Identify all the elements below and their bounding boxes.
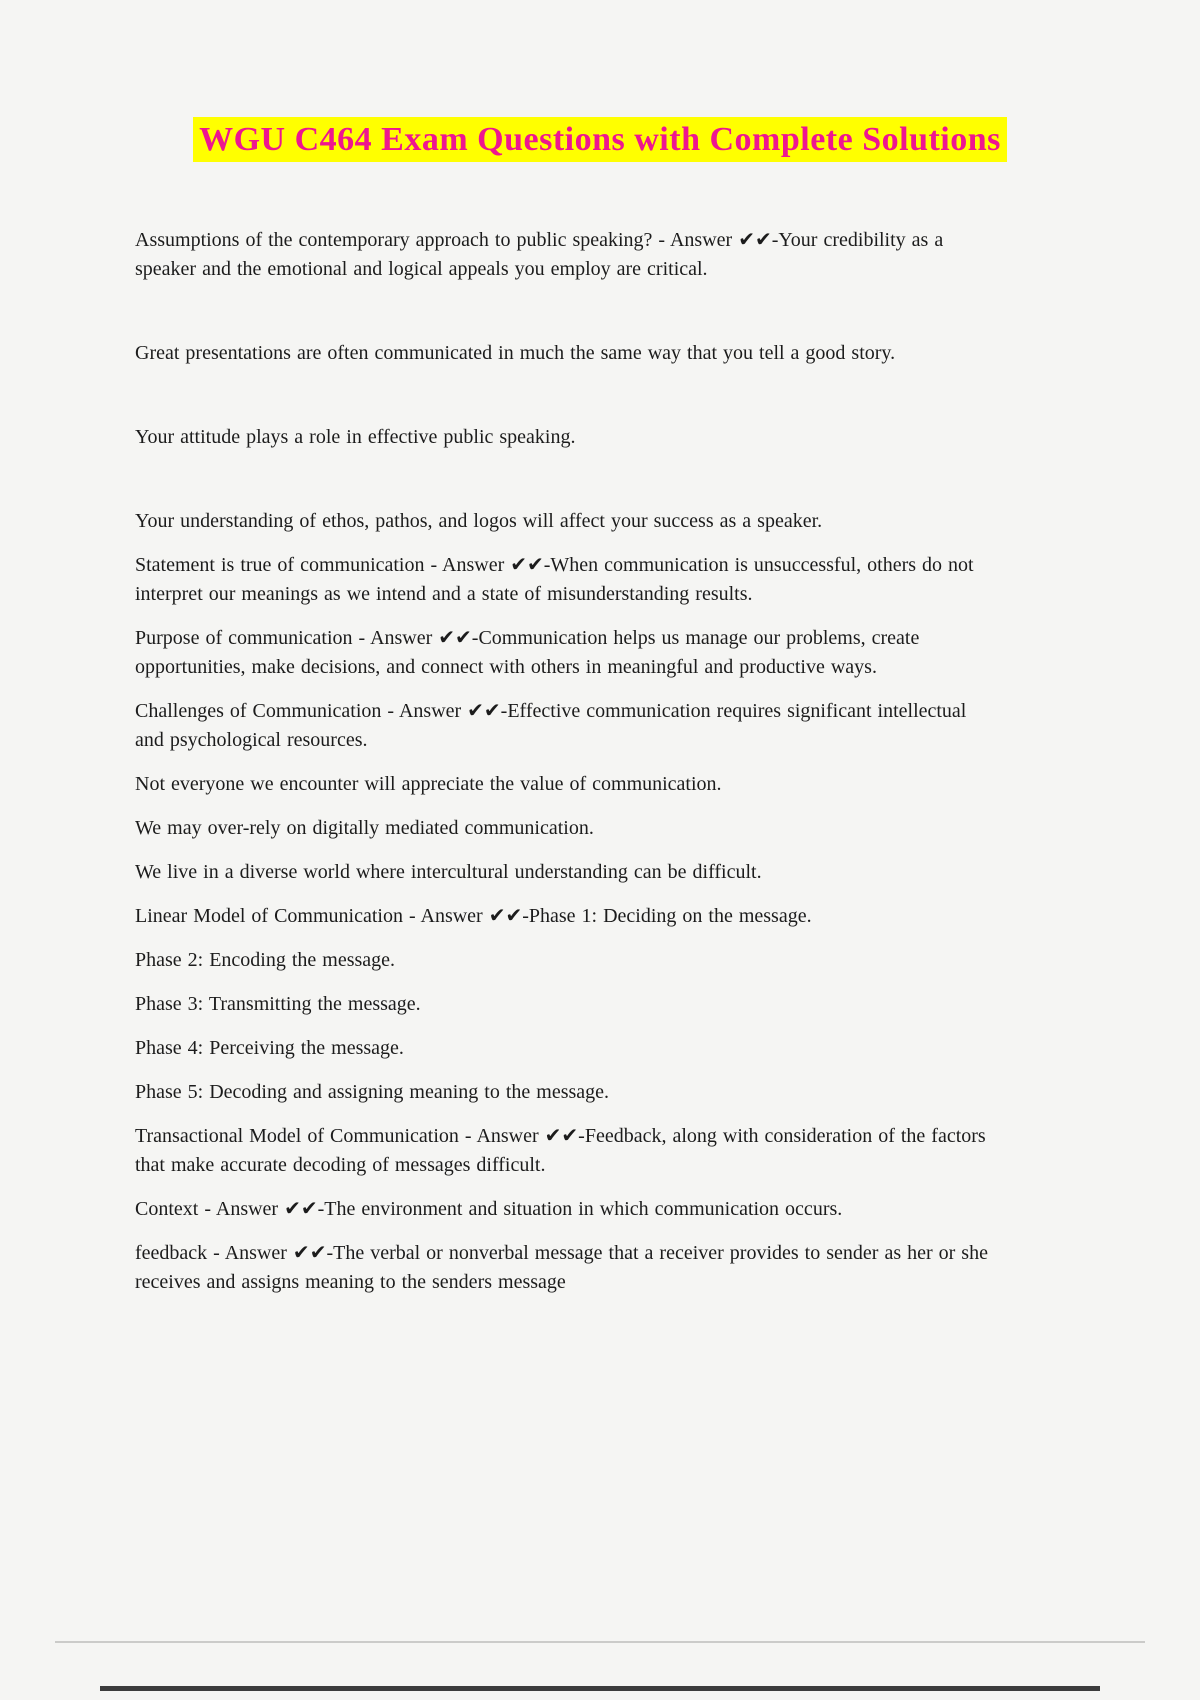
paragraph: We live in a diverse world where intercultural understanding can be difficult. bbox=[135, 861, 762, 883]
next-page-edge-line bbox=[100, 1686, 1100, 1691]
paragraph: Assumptions of the contemporary approach to public speaking? - Answer ✔✔-Your credibility as a speaker and the emotional and logical appeals you employ are critical. bbox=[135, 229, 944, 280]
paragraph: We may over-rely on digitally mediated communication. bbox=[135, 817, 594, 839]
document-body bbox=[135, 226, 1000, 1297]
paragraph: Great presentations are often communicated in much the same way that you tell a good story. bbox=[135, 342, 896, 364]
title-row bbox=[100, 116, 1100, 164]
page-separator-line bbox=[55, 1641, 1145, 1643]
paragraph: Statement is true of communication - Answer ✔✔-When communication is unsuccessful, others do not interpret our meanings as we intend and a state of misunderstanding results. bbox=[135, 554, 974, 605]
paragraph: Linear Model of Communication - Answer ✔✔-Phase 1: Deciding on the message. bbox=[135, 905, 812, 927]
paragraph: Not everyone we encounter will appreciate the value of communication. bbox=[135, 773, 722, 795]
paragraph: Context - Answer ✔✔-The environment and situation in which communication occurs. bbox=[135, 1198, 843, 1220]
page-title: WGU C464 Exam Questions with Complete Solutions bbox=[193, 117, 1007, 162]
paragraph: Challenges of Communication - Answer ✔✔-Effective communication requires significant intellectual and psychological resources. bbox=[135, 700, 967, 751]
paragraph: Purpose of communication - Answer ✔✔-Communication helps us manage our problems, create opportunities, make decisions, and connect with others in meaningful and productive ways. bbox=[135, 627, 920, 678]
paragraph: Phase 3: Transmitting the message. bbox=[135, 993, 421, 1015]
paragraph: Your attitude plays a role in effective public speaking. bbox=[135, 426, 576, 448]
paragraph: Your understanding of ethos, pathos, and logos will affect your success as a speaker. bbox=[135, 510, 823, 532]
paragraph: Phase 4: Perceiving the message. bbox=[135, 1037, 404, 1059]
paragraph: feedback - Answer ✔✔-The verbal or nonverbal message that a receiver provides to sender as her or she receives and assigns meaning to the senders message bbox=[135, 1242, 988, 1293]
paragraph: Phase 2: Encoding the message. bbox=[135, 949, 396, 971]
paragraph: Phase 5: Decoding and assigning meaning to the message. bbox=[135, 1081, 610, 1103]
paragraph: Transactional Model of Communication - Answer ✔✔-Feedback, along with consideration of the factors that make accurate decoding of messages difficult. bbox=[135, 1125, 986, 1176]
